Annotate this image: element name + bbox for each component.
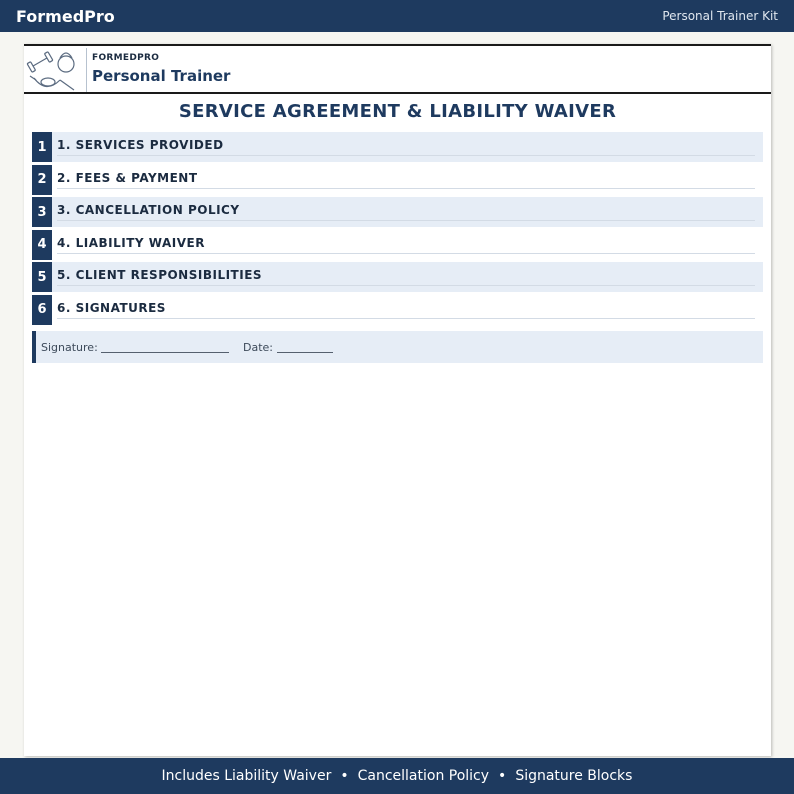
top-bar (0, 0, 794, 32)
section-number: 2 (32, 165, 52, 195)
section-number: 1 (32, 132, 52, 162)
signature-block (32, 331, 763, 363)
section-cancellation[interactable] (32, 197, 763, 227)
footer-item: Includes Liability Waiver (161, 768, 332, 784)
logo-small-text: FORMEDPRO (92, 53, 160, 63)
footer-item: Cancellation Policy (357, 768, 490, 784)
footer-item: Signature Blocks (515, 768, 633, 784)
section-liability[interactable] (32, 230, 763, 260)
section-services[interactable] (32, 132, 763, 162)
logo-title: Personal Trainer (92, 67, 231, 85)
footer-separator: • (340, 768, 349, 784)
date-line[interactable] (277, 352, 333, 353)
brand-name: FormedPro (16, 6, 115, 26)
signature-line[interactable] (101, 352, 229, 353)
section-number: 6 (32, 295, 52, 325)
document-sheet (24, 44, 771, 756)
document-title: SERVICE AGREEMENT & LIABILITY WAIVER (178, 101, 617, 122)
section-label: 1. SERVICES PROVIDED (57, 138, 224, 152)
section-label: 6. SIGNATURES (57, 300, 166, 315)
section-responsibilities[interactable] (32, 262, 763, 292)
section-underline (57, 318, 755, 319)
fitness-equipment-icon (26, 48, 87, 92)
sheet-header (24, 44, 771, 94)
section-underline (57, 253, 755, 254)
section-number: 5 (32, 262, 52, 292)
section-list (32, 132, 763, 327)
section-label: 3. CANCELLATION POLICY (57, 203, 240, 217)
section-label: 4. LIABILITY WAIVER (57, 235, 205, 250)
signature-label: Signature: (41, 341, 98, 354)
section-number: 4 (32, 230, 52, 260)
section-underline (57, 285, 755, 286)
section-label: 2. FEES & PAYMENT (57, 170, 198, 185)
section-underline (57, 188, 755, 189)
section-underline (57, 155, 755, 156)
section-underline (57, 220, 755, 221)
section-fees[interactable] (32, 165, 763, 195)
section-number: 3 (32, 197, 52, 227)
footer-separator: • (498, 768, 507, 784)
footer-bar (0, 758, 794, 794)
section-signatures[interactable] (32, 295, 763, 325)
kit-label: Personal Trainer Kit (662, 9, 778, 23)
date-label: Date: (243, 341, 273, 354)
section-label: 5. CLIENT RESPONSIBILITIES (57, 268, 263, 282)
